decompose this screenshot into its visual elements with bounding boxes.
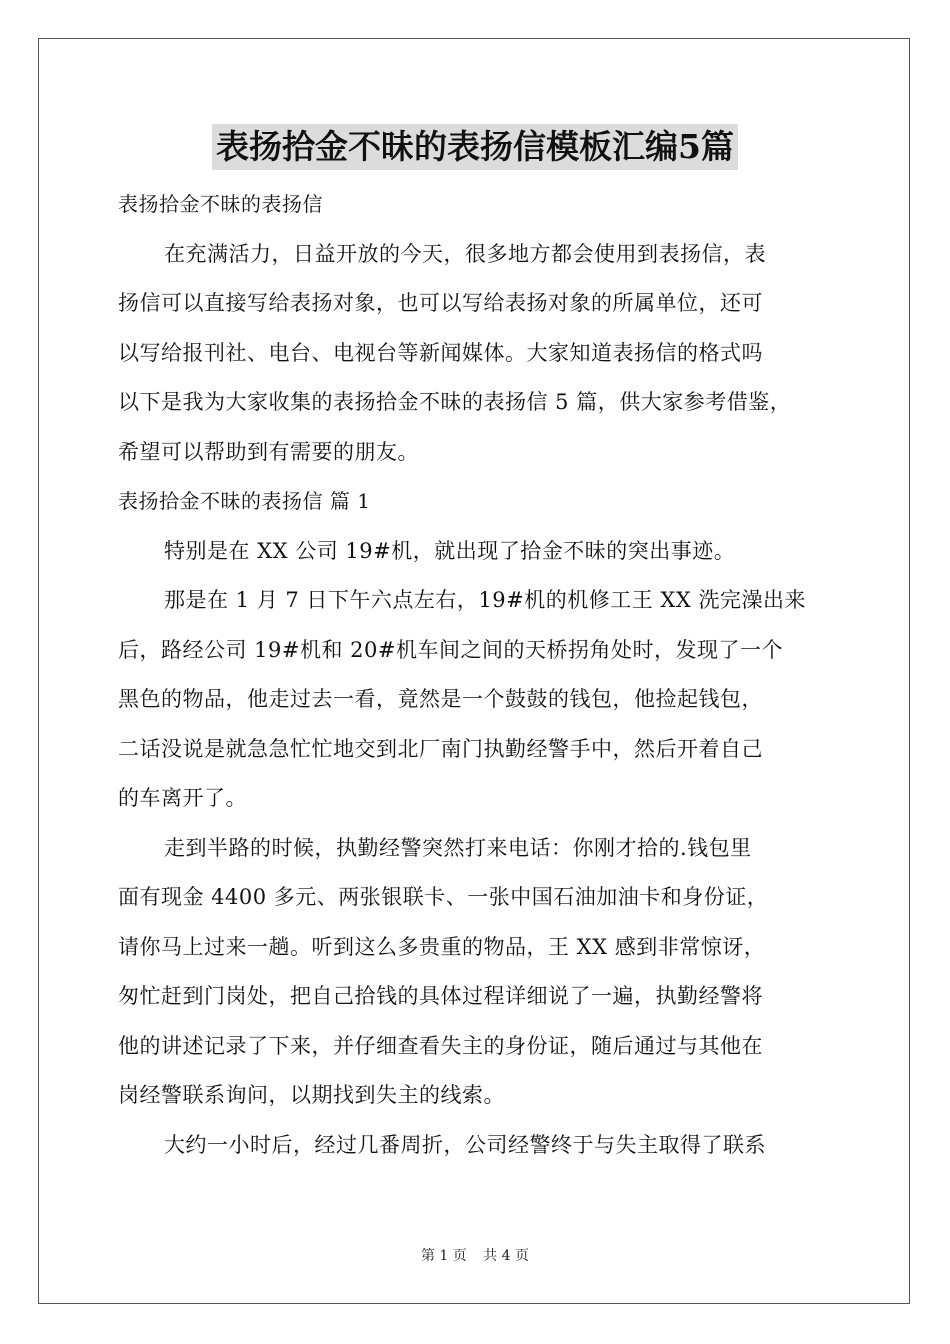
text-line: 以写给报刊社、电台、电视台等新闻媒体。大家知道表扬信的格式吗 <box>118 340 763 365</box>
document-title: 表扬拾金不昧的表扬信模板汇编5篇 <box>212 124 738 170</box>
text-line: 的车离开了。 <box>118 786 247 810</box>
document-body <box>118 180 838 1170</box>
text-line: 大约一小时后，经过几番周折，公司经警终于与失主取得了联系 <box>164 1132 766 1157</box>
text-line: 后，路经公司 19#机和 20#机车间之间的天桥拐角处时，发现了一个 <box>118 637 783 662</box>
section-heading: 表扬拾金不昧的表扬信 篇 1 <box>118 489 371 513</box>
text-line: 请你马上过来一趟。听到这么多贵重的物品，王 XX 感到非常惊讶， <box>118 934 766 959</box>
section-heading: 表扬拾金不昧的表扬信 <box>118 192 323 216</box>
text-line: 二话没说是就急急忙忙地交到北厂南门执勤经警手中，然后开着自己 <box>118 736 763 761</box>
text-line: 他的讲述记录了下来，并仔细查看失主的身份证，随后通过与其他在 <box>118 1033 763 1058</box>
text-line: 那是在 1 月 7 日下午六点左右，19#机的机修工王 XX 洗完澡出来 <box>164 588 806 612</box>
text-line: 特别是在 XX 公司 19#机，就出现了拾金不昧的突出事迹。 <box>164 538 736 563</box>
page-footer <box>0 1245 950 1265</box>
page-total: 共 4 页 <box>483 1248 530 1264</box>
text-line: 走到半路的时候，执勤经警突然打来电话：你刚才拾的.钱包里 <box>164 835 752 860</box>
text-line: 岗经警联系询问，以期找到失主的线索。 <box>118 1083 505 1107</box>
text-line: 以下是我为大家收集的表扬拾金不昧的表扬信 5 篇，供大家参考借鉴， <box>118 390 792 414</box>
text-line: 面有现金 4400 多元、两张银联卡、一张中国石油加油卡和身份证， <box>118 885 769 909</box>
page-number: 第 1 页 <box>420 1248 467 1264</box>
text-line: 在充满活力，日益开放的今天，很多地方都会使用到表扬信，表 <box>164 241 766 266</box>
text-line: 扬信可以直接写给表扬对象，也可以写给表扬对象的所属单位，还可 <box>118 291 763 315</box>
title-container <box>0 124 950 170</box>
text-line: 匆忙赶到门岗处，把自己拾钱的具体过程详细说了一遍，执勤经警将 <box>118 984 763 1008</box>
text-line: 黑色的物品，他走过去一看，竟然是一个鼓鼓的钱包，他捡起钱包， <box>118 687 763 711</box>
text-line: 希望可以帮助到有需要的朋友。 <box>118 439 419 464</box>
